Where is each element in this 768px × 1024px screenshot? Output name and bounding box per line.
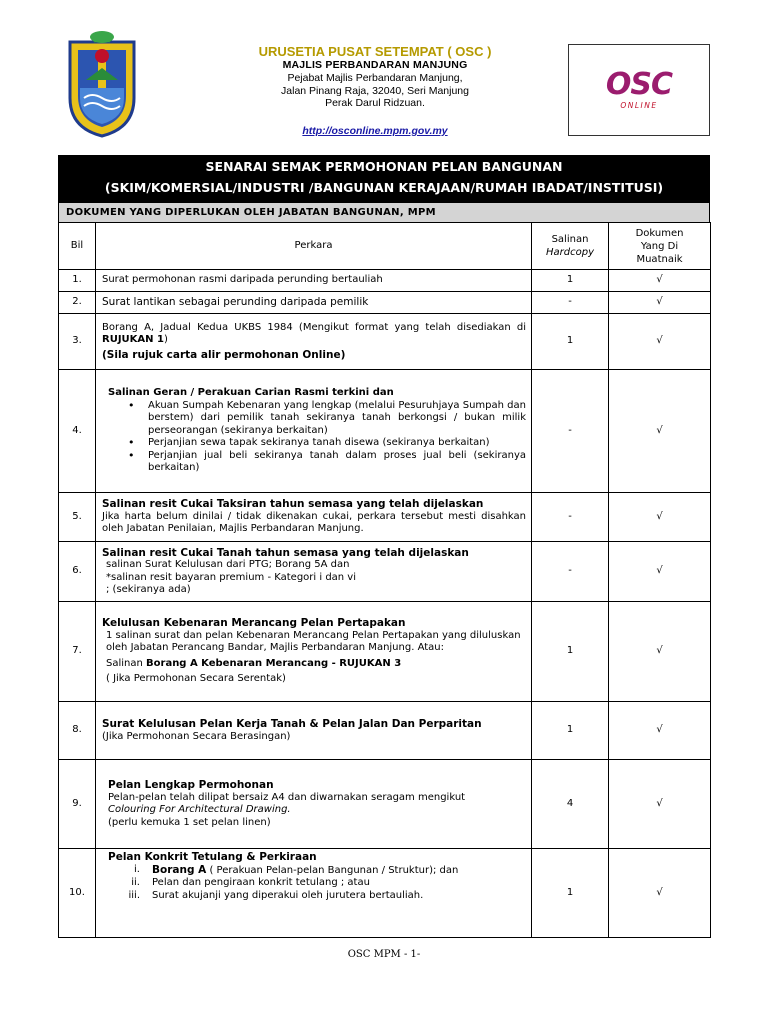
checklist-table	[58, 222, 711, 938]
check-mark: √	[609, 314, 711, 370]
row-heading: Salinan resit Cukai Tanah tahun semasa yang telah dijelaskan	[102, 546, 469, 559]
document-title	[58, 155, 710, 202]
table-row	[59, 370, 711, 493]
dokumen-label-2: Yang Di	[640, 240, 679, 252]
row-number: 4.	[59, 370, 96, 493]
row-heading: Pelan Konkrit Tetulang & Perkiraan	[108, 851, 317, 863]
title-line-1: SENARAI SEMAK PERMOHONAN PELAN BANGUNAN	[205, 159, 563, 174]
row-number: 3.	[59, 314, 96, 370]
row-copies: 1	[532, 270, 609, 292]
column-header-bil: Bil	[59, 223, 96, 270]
row-description	[96, 602, 532, 702]
column-header-perkara: Perkara	[96, 223, 532, 270]
row-number: 5.	[59, 493, 96, 542]
row-text	[102, 322, 526, 347]
address-line-3: Perak Darul Ridzuan.	[325, 97, 425, 109]
row-description	[96, 370, 532, 493]
header-text	[160, 44, 590, 110]
item-text: Surat akujanji yang diperakui oleh jurutera bertauliah.	[152, 889, 424, 901]
online-logo-text: ONLINE	[620, 101, 658, 110]
row-note: (Sila rujuk carta alir permohonan Online)	[102, 348, 346, 361]
hardcopy-label: Hardcopy	[546, 247, 594, 258]
row-description	[96, 702, 532, 760]
table-header-row	[59, 223, 711, 270]
row-number: 7.	[59, 602, 96, 702]
reference-label: RUJUKAN 1	[102, 334, 164, 346]
table-row	[59, 270, 711, 292]
row-description: Surat permohonan rasmi daripada perunding bertauliah	[96, 270, 532, 292]
row-note: (perlu kemuka 1 set pelan linen)	[108, 816, 271, 828]
row-description	[96, 493, 532, 542]
list-item: • Perjanjian sewa tapak sekiranya tanah disewa (sekiranya berkaitan)	[102, 437, 526, 450]
check-mark: √	[609, 542, 711, 602]
item-text: Pelan dan pengiraan konkrit tetulang ; atau	[152, 877, 370, 888]
item-text: ( Perakuan Pelan-pelan Bangunan / Struktur); dan	[206, 864, 459, 876]
check-mark: √	[609, 702, 711, 760]
row-heading: Salinan resit Cukai Taksiran tahun semasa yang telah dijelaskan	[102, 498, 484, 511]
row-description	[96, 542, 532, 602]
page-footer: OSC MPM - 1-	[347, 949, 421, 960]
list-item	[102, 877, 526, 890]
row-description	[96, 849, 532, 938]
row-text: salinan Surat Kelulusan dari PTG; Borang 5A dan *salinan resit bayaran premium - Kategori i dan vi ; (sekiranya ada)	[106, 559, 357, 595]
row-copies: -	[532, 292, 609, 314]
row-heading: Surat Kelulusan Pelan Kerja Tanah & Pelan Jalan Dan Perparitan	[102, 718, 482, 730]
table-row	[59, 314, 711, 370]
row-number: 10.	[59, 849, 96, 938]
section-heading: DOKUMEN YANG DIPERLUKAN OLEH JABATAN BANGUNAN, MPM	[58, 202, 710, 223]
row-copies: 1	[532, 602, 609, 702]
row-italic-text: Colouring For Architectural Drawing.	[108, 804, 291, 815]
check-mark: √	[609, 370, 711, 493]
check-mark: √	[609, 849, 711, 938]
row-description: Surat lantikan sebagai perunding daripada pemilik	[96, 292, 532, 314]
osc-unit-title: URUSETIA PUSAT SETEMPAT ( OSC )	[258, 44, 492, 59]
website-link[interactable]: http://osconline.mpm.gov.my	[302, 125, 448, 137]
table-row	[59, 292, 711, 314]
row-description	[96, 760, 532, 849]
item-number: iii.	[128, 889, 140, 901]
row-text: Jika harta belum dinilai / tidak dikenakan cukai, perkara tersebut mesti disahkan oleh Jabatan Penilaian, Majlis Perbandaran Manjung.	[102, 510, 526, 535]
row-note: ( Jika Permohonan Secara Serentak)	[106, 673, 286, 685]
osc-online-logo	[568, 44, 710, 136]
item-number: ii.	[131, 877, 140, 888]
list-item	[102, 890, 526, 903]
item-number: i.	[134, 863, 140, 875]
row-copies: -	[532, 493, 609, 542]
row-alternative	[102, 658, 526, 671]
council-name: MAJLIS PERBANDARAN MANJUNG	[282, 59, 468, 71]
row-heading: Salinan Geran / Perakuan Carian Rasmi terkini dan	[108, 387, 394, 399]
row-copies: -	[532, 542, 609, 602]
row-copies: 4	[532, 760, 609, 849]
row-text: 1 salinan surat dan pelan Kebenaran Merancang Pelan Pertapakan yang diluluskan oleh Jabatan Perancang Bandar, Majlis Perbandaran Manjung. Atau:	[106, 629, 521, 654]
reference-label: Borang A Kebenaran Merancang - RUJUKAN 3	[146, 657, 402, 669]
list-item: • Akuan Sumpah Kebenaran yang lengkap (melalui Pesuruhjaya Sumpah dan berstem) dari pemilik tanah sekiranya tanah berkongsi / bukan milik perseorangan (sekiranya berkaitan)	[102, 400, 526, 438]
table-row	[59, 760, 711, 849]
column-header-dokumen	[609, 223, 711, 270]
row-copies: 1	[532, 849, 609, 938]
column-header-salinan	[532, 223, 609, 270]
table-row	[59, 542, 711, 602]
item-bold: Borang A	[152, 863, 207, 876]
osc-logo-text: OSC	[605, 67, 673, 102]
dokumen-label-3: Muatnaik	[636, 253, 683, 265]
row-heading: Pelan Lengkap Permohonan	[108, 779, 274, 791]
roman-list	[102, 864, 526, 903]
row-text-part: )	[163, 334, 168, 346]
dokumen-label-1: Dokumen	[635, 227, 684, 239]
row-copies: -	[532, 370, 609, 493]
table-row	[59, 602, 711, 702]
salinan-label: Salinan	[551, 234, 589, 245]
row-number: 2.	[59, 292, 96, 314]
table-row	[59, 702, 711, 760]
row-number: 9.	[59, 760, 96, 849]
row-number: 1.	[59, 270, 96, 292]
row-number: 8.	[59, 702, 96, 760]
check-mark: √	[609, 493, 711, 542]
check-mark: √	[609, 292, 711, 314]
row-heading: Kelulusan Kebenaran Merancang Pelan Pertapakan	[102, 617, 406, 630]
check-mark: √	[609, 602, 711, 702]
bullet-list	[102, 400, 526, 475]
title-line-2: (SKIM/KOMERSIAL/INDUSTRI /BANGUNAN KERAJAAN/RUMAH IBADAT/INSTITUSI)	[104, 180, 664, 195]
council-crest-logo	[62, 28, 142, 140]
list-item: • Perjanjian jual beli sekiranya tanah dalam proses jual beli (sekiranya berkaitan)	[102, 450, 526, 475]
check-mark: √	[609, 760, 711, 849]
check-mark: √	[609, 270, 711, 292]
row-description	[96, 314, 532, 370]
row-copies: 1	[532, 702, 609, 760]
row-text: (Jika Permohonan Secara Berasingan)	[102, 730, 291, 742]
table-row	[59, 493, 711, 542]
row-number: 6.	[59, 542, 96, 602]
address-line-2: Jalan Pinang Raja, 32040, Seri Manjung	[281, 84, 469, 97]
row-text: Pelan-pelan telah dilipat bersaiz A4 dan diwarnakan seragam mengikut	[108, 791, 466, 803]
row-text-part: Salinan	[106, 657, 147, 669]
row-copies: 1	[532, 314, 609, 370]
list-item	[102, 864, 526, 878]
row-text-part: Borang A, Jadual Kedua UKBS 1984 (Mengikut format yang telah disediakan di	[102, 321, 526, 333]
table-row	[59, 849, 711, 938]
address-line-1: Pejabat Majlis Perbandaran Manjung,	[287, 72, 463, 84]
